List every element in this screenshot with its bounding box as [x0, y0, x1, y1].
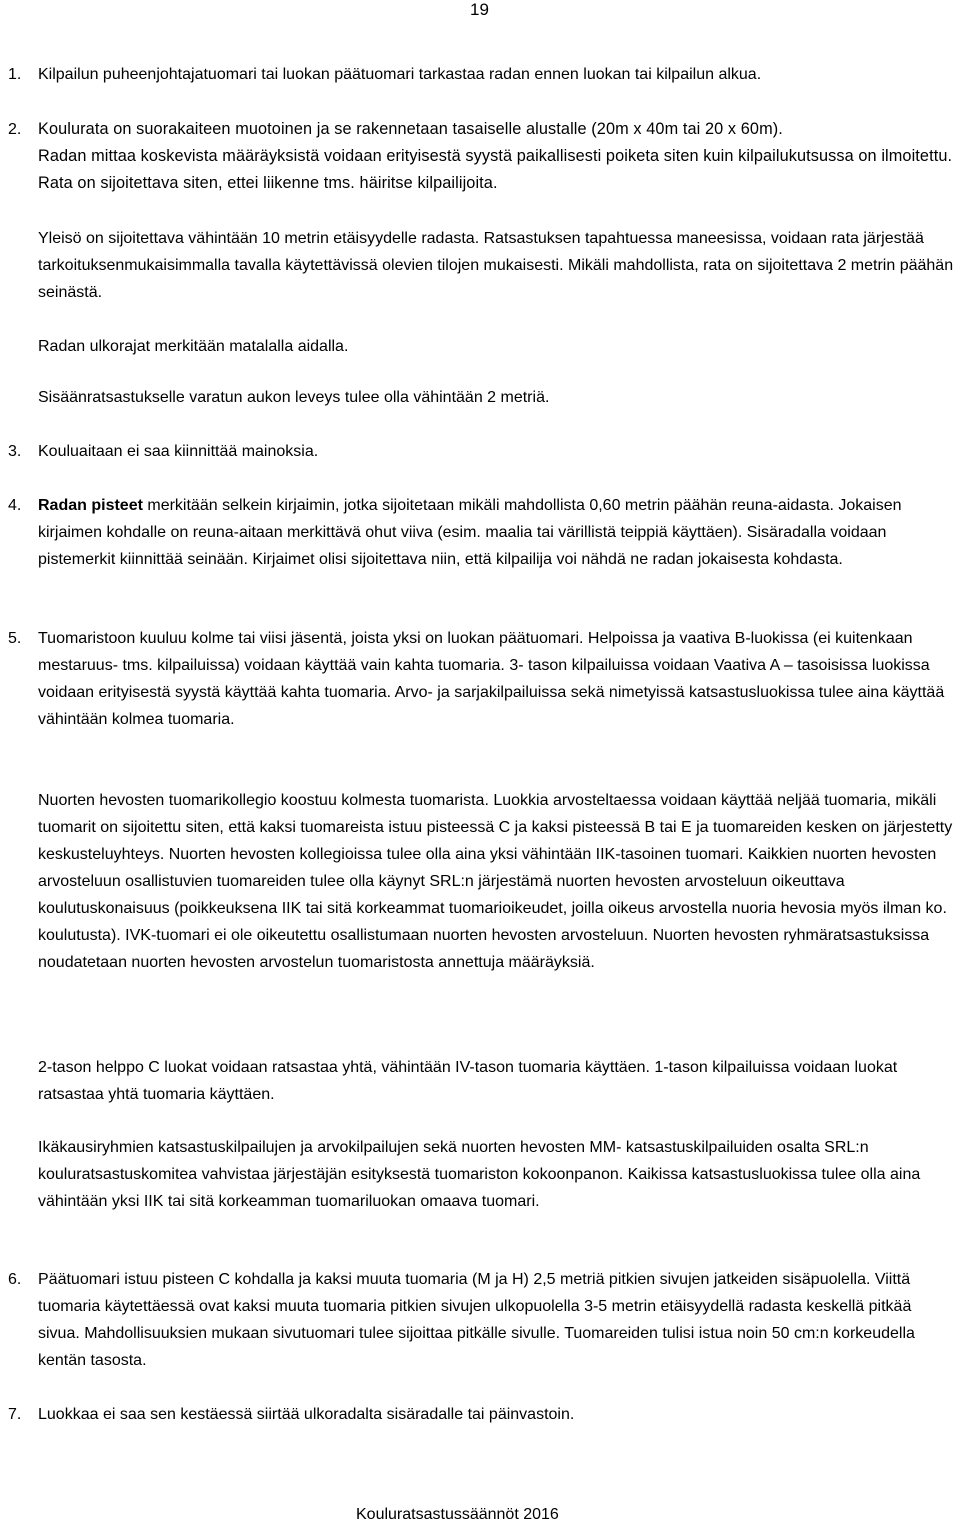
item-text: Päätuomari istuu pisteen C kohdalla ja kaksi muuta tuomaria (M ja H) 2,5 metriä pitkien sivujen jatkeiden sisäpuolella. Viittä tuomaria käytettäessä ovat kaksi muuta tuomaria pitkien sivujen ulkopuolella 3-5 metrin etäisyydellä radasta keskellä pitkää sivua. Mahdollisuuksien mukaan sivutuomari tulee sijoittaa pitkälle sivulle. Tuomareiden tulisi istua noin 50 cm:n korkeudella kentän tasosta.	[38, 1271, 915, 1369]
page-number: 19	[470, 0, 489, 19]
item-text: Kilpailun puheenjohtajatuomari tai luokan päätuomari tarkastaa radan ennen luokan tai kilpailun alkua.	[38, 66, 762, 83]
list-item-1	[8, 61, 960, 88]
page-footer: Kouluratsastussäännöt 2016	[356, 1506, 559, 1523]
item-number: 4.	[8, 497, 22, 514]
paragraph-outer-boundary: Radan ulkorajat merkitään matalalla aidalla.	[38, 338, 349, 355]
paragraph-young-horses: Nuorten hevosten tuomarikollegio koostuu kolmesta tuomarista. Luokkia arvosteltaessa voidaan käyttää neljää tuomaria, mikäli tuomarit on sijoitettu siten, että kaksi tuomareista istuu pisteessä C ja kaksi pisteessä B tai E ja tuomareiden kesken on järjestetty keskusteluyhteys. Nuorten hevosten kollegioissa tulee olla aina yksi vähintään IIK-tasoinen tuomari. Kaikkien nuorten hevosten arvosteluun osallistuvien tuomareiden tulee olla käynyt SRL:n järjestämä nuorten hevosten arvosteluun oikeuttava koulutuskonaisuus (poikkeuksena IIK tai sitä korkeammat tuomarioikeudet, joilla oikeus arvostella nuoria hevosia myös ilman ko. koulutusta). IVK-tuomari ei ole oikeutettu osallistumaan nuorten hevosten arvosteluun. Nuorten hevosten ryhmäratsastuksissa noudatetaan nuorten hevosten arvostelun tuomaristosta annettuja määräyksiä.	[38, 792, 953, 971]
item-number: 1.	[8, 66, 22, 83]
list-item-7	[8, 1401, 960, 1428]
item-number: 2.	[8, 121, 22, 138]
list-item-6	[8, 1266, 960, 1374]
paragraph-entrance-width: Sisäänratsastukselle varatun aukon leveys tulee olla vähintään 2 metriä.	[38, 389, 550, 406]
paragraph-age-groups: Ikäkausiryhmien katsastuskilpailujen ja arvokilpailujen sekä nuorten hevosten MM- katsastuskilpailuiden osalta SRL:n kouluratsastuskomitea vahvistaa järjestäjän esityksestä tuomariston kokoonpanon. Kaikissa katsastusluokissa tulee olla aina vähintään yksi IIK tai sitä korkeamman tuomariluokan omaava tuomari.	[38, 1139, 921, 1210]
item-text: Kouluaitaan ei saa kiinnittää mainoksia.	[38, 443, 319, 460]
item-text-continued: Radan mittaa koskevista määräyksistä voidaan erityisestä syystä paikallisesti poiketa siten kuin kilpailukutsussa on ilmoitettu. Rata on sijoitettava siten, ettei liikenne tms. häiritse kilpailijoita.	[38, 147, 953, 192]
item-text: Tuomaristoon kuuluu kolme tai viisi jäsentä, joista yksi on luokan päätuomari. Helpoissa ja vaativa B-luokissa (ei kuitenkaan mestaruus- tms. kilpailuissa) voidaan käyttää vain kahta tuomaria. 3- tason kilpailuissa voidaan Vaativa A – tasoisissa luokissa voidaan erityisestä syystä käyttää kahta tuomaria. Arvo- ja sarjakilpailuissa sekä nimetyissä katsastusluokissa tulee aina käyttää vähintään kolmea tuomaria.	[38, 630, 945, 728]
paragraph-audience: Yleisö on sijoitettava vähintään 10 metrin etäisyydelle radasta. Ratsastuksen tapahtuessa maneesissa, voidaan rata järjestää tarkoituksenmukaisimmalla tavalla käytettävissä olevien tilojen mukaisesti. Mikäli mahdollista, rata on sijoitettava 2 metrin päähän seinästä.	[38, 230, 954, 301]
item-text: Koulurata on suorakaiteen muotoinen ja se rakennetaan tasaiselle alustalle (20m x 40m tai 20 x 60m).	[38, 120, 783, 138]
item-text: Luokkaa ei saa sen kestäessä siirtää ulkoradalta sisäradalle tai päinvastoin.	[38, 1406, 575, 1423]
list-item-5	[8, 625, 960, 733]
item-text	[38, 492, 956, 573]
item-number: 7.	[8, 1406, 22, 1423]
list-item-3	[8, 438, 960, 465]
item-number: 5.	[8, 630, 22, 647]
item-body: merkitään selkein kirjaimin, jotka sijoitetaan mikäli mahdollista 0,60 metrin päähän reuna-aidasta. Jokaisen kirjaimen kohdalle on reuna-aitaan merkittävä ohut viiva (esim. maalia tai värillistä teippiä käyttäen). Sisäradalla voidaan pistemerkit kiinnittää seinään. Kirjaimet olisi sijoitettava niin, että kilpailija voi nähdä ne radan jokaisesta kohdasta.	[38, 497, 902, 568]
paragraph-level-2: 2-tason helppo C luokat voidaan ratsastaa yhtä, vähintään IV-tason tuomaria käyttäen. 1-tason kilpailuissa voidaan luokat ratsastaa yhtä tuomaria käyttäen.	[38, 1059, 898, 1103]
list-item-2	[8, 116, 960, 197]
item-bold-lead: Radan pisteet	[38, 497, 143, 514]
list-item-4	[8, 492, 960, 573]
item-number: 3.	[8, 443, 22, 460]
item-number: 6.	[8, 1271, 22, 1288]
